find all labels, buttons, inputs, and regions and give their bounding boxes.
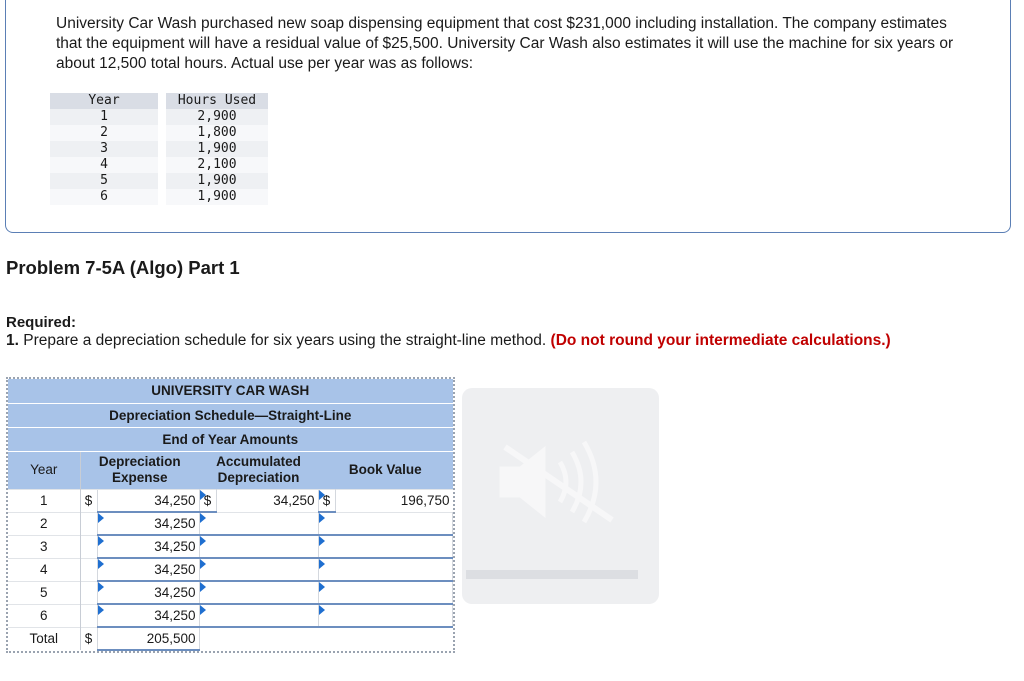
total-dep-input[interactable]: 205,500: [97, 627, 199, 650]
table-row: 4 2,100: [50, 157, 268, 173]
book-value-input[interactable]: [318, 604, 453, 627]
hours-table-header-year: Year: [50, 93, 158, 109]
required-text: [6, 332, 891, 350]
table-row: 6 34,250: [8, 604, 453, 627]
book-value-input[interactable]: [318, 558, 453, 581]
dep-expense-input[interactable]: 34,250: [97, 604, 199, 627]
table-row: 4 34,250: [8, 558, 453, 581]
required-instruction: Prepare a depreciation schedule for six years using the straight-line method.: [23, 332, 547, 349]
table-row: 3 1,900: [50, 141, 268, 157]
table-row: 3 34,250: [8, 535, 453, 558]
required-note: (Do not round your intermediate calculations.): [550, 332, 891, 349]
table-row: 2 34,250: [8, 512, 453, 535]
currency-sign: $: [80, 627, 97, 650]
col-header-year: Year: [8, 451, 80, 489]
hours-table-header-hours: Hours Used: [166, 93, 268, 109]
col-header-book-value: Book Value: [318, 451, 453, 489]
dep-expense-input[interactable]: 34,250: [97, 558, 199, 581]
problem-statement: University Car Wash purchased new soap dispensing equipment that cost $231,000 including installation. The company estimates that the equipment will have a residual value of $25,500. University Car Wash also estimates it will use the machine for six years or about 12,500 total hours. Actual use per year was as follows:: [56, 15, 954, 72]
table-row: 1 $ 34,250 $ 34,250 $ 196,750: [8, 489, 453, 512]
dep-expense-input[interactable]: 34,250: [97, 512, 199, 535]
acc-dep-input[interactable]: [199, 535, 318, 558]
acc-dep-input[interactable]: [199, 558, 318, 581]
currency-sign: $: [80, 489, 97, 512]
required-label: Required:: [6, 314, 77, 331]
col-header-dep-expense: Depreciation Expense: [80, 451, 199, 489]
audio-player-widget[interactable]: [462, 388, 659, 604]
depreciation-schedule: [6, 377, 455, 653]
schedule-company: UNIVERSITY CAR WASH: [8, 379, 453, 403]
total-row: [8, 627, 453, 650]
speaker-muted-icon[interactable]: [490, 432, 620, 537]
table-row: 1 2,900: [50, 109, 268, 125]
book-value-input[interactable]: 196,750: [335, 489, 453, 512]
required-number: 1.: [6, 332, 19, 349]
table-row: 5 34,250: [8, 581, 453, 604]
acc-dep-input[interactable]: [199, 581, 318, 604]
dep-expense-input[interactable]: 34,250: [97, 489, 199, 512]
part-title: Problem 7-5A (Algo) Part 1: [6, 257, 240, 278]
total-label: Total: [8, 627, 80, 650]
table-row: 6 1,900: [50, 189, 268, 205]
acc-dep-input[interactable]: [199, 512, 318, 535]
book-value-input[interactable]: [318, 512, 453, 535]
hours-used-table: [50, 93, 268, 205]
acc-dep-input[interactable]: [199, 604, 318, 627]
acc-dep-input[interactable]: 34,250: [216, 489, 318, 512]
dep-expense-input[interactable]: 34,250: [97, 581, 199, 604]
currency-sign: $: [318, 489, 335, 512]
col-header-acc-dep: Accumulated Depreciation: [199, 451, 318, 489]
audio-progress-bar[interactable]: [466, 570, 638, 579]
book-value-input[interactable]: [318, 535, 453, 558]
table-row: 5 1,900: [50, 173, 268, 189]
schedule-title: Depreciation Schedule—Straight-Line: [8, 403, 453, 427]
currency-sign: $: [199, 489, 216, 512]
book-value-input[interactable]: [318, 581, 453, 604]
table-row: 2 1,800: [50, 125, 268, 141]
schedule-subtitle: End of Year Amounts: [8, 427, 453, 451]
dep-expense-input[interactable]: 34,250: [97, 535, 199, 558]
